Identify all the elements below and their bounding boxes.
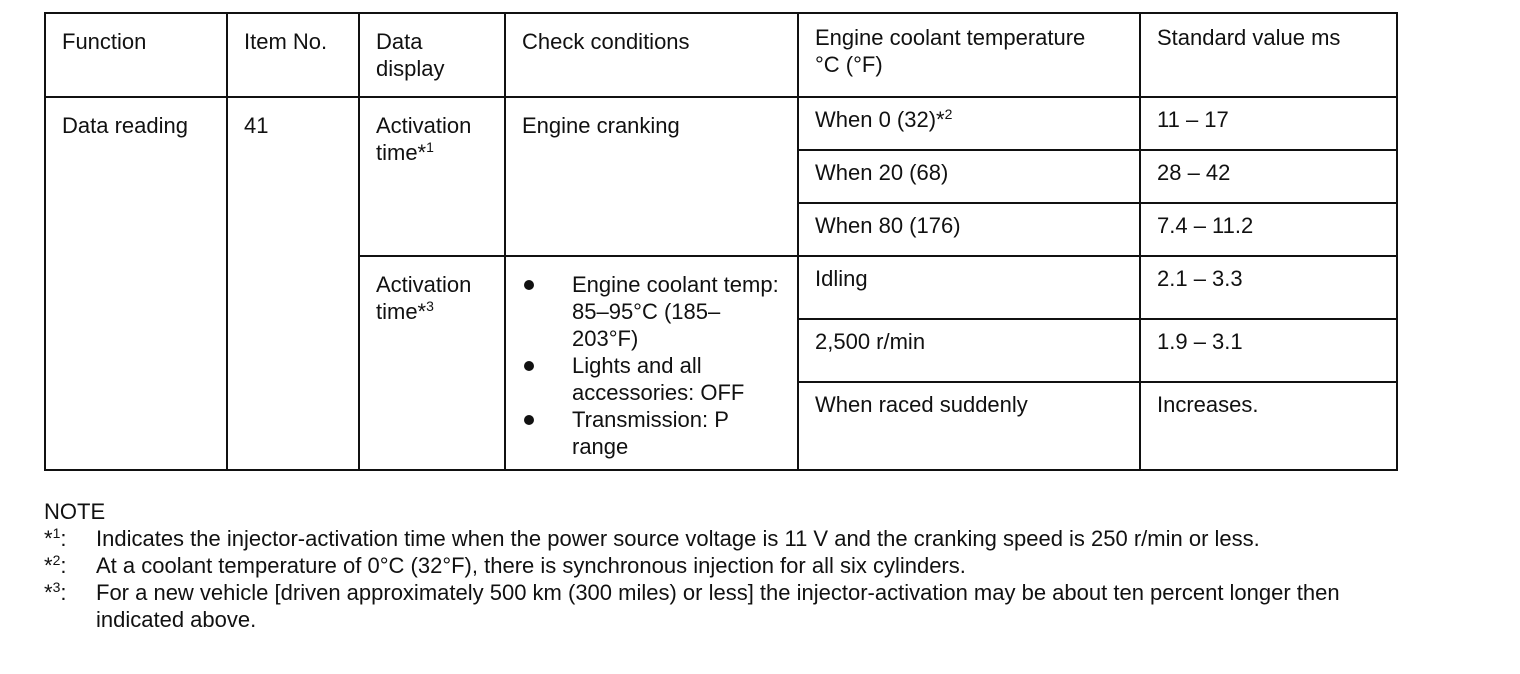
cell-data-display-1: Activation time*$^1$ — [359, 97, 505, 256]
cell-check-conditions-1: Engine cranking — [505, 97, 798, 256]
cell-standard-0: 11 – 17 — [1140, 97, 1397, 150]
note-marker-1: *$^1$: — [44, 525, 67, 551]
list-item: Engine coolant temp: 85–95°C (185–203°F) — [522, 271, 783, 352]
cell-standard-1: 28 – 42 — [1140, 150, 1397, 203]
cell-temp-4: 2,500 r/min — [798, 319, 1140, 382]
cell-data-display-2: Activation time*$^3$ — [359, 256, 505, 470]
footnote-ref-2: 2 — [944, 106, 953, 122]
footnote-ref-3: 3 — [426, 298, 434, 314]
conditions-list — [522, 271, 783, 460]
notes-title: NOTE — [44, 499, 106, 524]
cell-temp-5: When raced suddenly — [798, 382, 1140, 470]
cell-item-no: 41 — [227, 97, 359, 470]
notes-section — [44, 498, 1404, 633]
bullet-icon — [524, 361, 534, 371]
footnote-ref-1: 1 — [426, 139, 434, 155]
note-marker-2: *$^2$: — [44, 552, 67, 578]
cell-standard-2: 7.4 – 11.2 — [1140, 203, 1397, 256]
note-text-3: For a new vehicle [driven approximately 500 km (300 miles) or less] the injector-activation may be about ten percent longer then indicated above. — [96, 580, 1340, 632]
spec-table-container — [44, 12, 1396, 471]
note-item-3 — [44, 579, 1404, 633]
header-coolant-temp — [798, 13, 1140, 97]
note-item-1 — [44, 525, 1404, 552]
cell-standard-5: Increases. — [1140, 382, 1397, 470]
note-text-1: Indicates the injector-activation time when the power source voltage is 11 V and the cranking speed is 250 r/min or less. — [96, 526, 1260, 551]
note-text-2: At a coolant temperature of 0°C (32°F), there is synchronous injection for all six cylinders. — [96, 553, 966, 578]
cell-temp-1: When 20 (68) — [798, 150, 1140, 203]
header-coolant-temp-line1: Engine coolant temperature — [815, 25, 1086, 50]
cell-standard-4: 1.9 – 3.1 — [1140, 319, 1397, 382]
list-item: Transmission: P range — [522, 406, 783, 460]
header-row — [45, 13, 1397, 97]
bullet-icon — [524, 280, 534, 290]
bullet-icon — [524, 415, 534, 425]
note-marker-3: *$^3$: — [44, 579, 67, 605]
header-data-display: Data display — [359, 13, 505, 97]
list-item: Lights and all accessories: OFF — [522, 352, 783, 406]
cell-check-conditions-2 — [505, 256, 798, 470]
table-row — [45, 97, 1397, 150]
cell-function: Data reading — [45, 97, 227, 470]
cell-temp-2: When 80 (176) — [798, 203, 1140, 256]
cell-standard-3: 2.1 – 3.3 — [1140, 256, 1397, 319]
note-item-2 — [44, 552, 1404, 579]
header-function: Function — [45, 13, 227, 97]
header-standard-value: Standard value ms — [1140, 13, 1397, 97]
injector-spec-table — [44, 12, 1398, 471]
header-coolant-temp-line2: °C (°F) — [815, 52, 883, 77]
cell-temp-0: When 0 (32)*$^2$ — [798, 97, 1140, 150]
cell-temp-3: Idling — [798, 256, 1140, 319]
header-check-conditions: Check conditions — [505, 13, 798, 97]
header-item-no: Item No. — [227, 13, 359, 97]
